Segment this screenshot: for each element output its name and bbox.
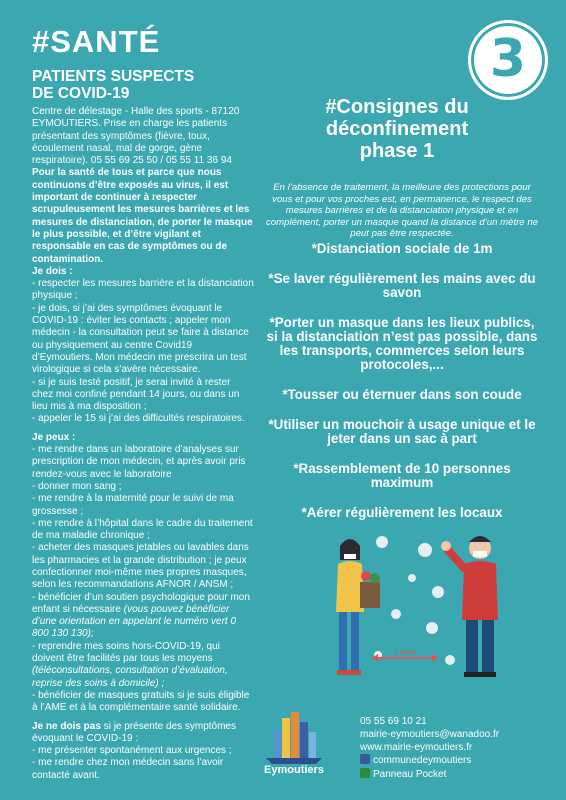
list-item-note: (vous pouvez bénéficier d’une orientation en appelant le numéro vert 0 800 130 130); [32,603,237,640]
social-distancing-illustration [320,520,520,690]
je-peux-list [32,444,254,715]
je-dois-label: Je dois : [32,265,73,277]
contact-email[interactable]: mairie-eymoutiers@wanadoo.fr [360,728,500,740]
consignes-title-line3: phase 1 [359,140,435,162]
je-dois-list [32,278,254,426]
list-item-text: - bénéficier d’un soutien psychologique pour mon enfant si nécessaire [32,591,250,615]
facebook-handle: communedeymoutiers [373,755,472,767]
ne-dois-pas-intro [32,721,254,746]
section-heading-line2: DE COVID-19 [32,85,130,102]
facebook-icon [360,754,370,764]
list-item: - me rendre chez mon médecin sans l’avoir contacté avant. [32,757,224,781]
app-name: Panneau Pocket [373,769,447,781]
contact-phone: 05 55 69 10 21 [360,716,427,727]
phase-number-badge [468,20,548,100]
city-logo-icon [258,712,330,764]
list-item: - si je suis testé positif, je serai invité à rester chez moi confiné pendant 14 jours, ou dans un lieu mis à ma disposition ; [32,376,240,413]
section-heading [32,68,254,102]
left-column [32,68,254,782]
phase-number: 3 [489,29,527,89]
consignes-title-line1: #Consignes du [325,96,469,118]
eymoutiers-logo [258,712,330,788]
list-item: - appeler le 15 si j’ai des difficultés respiratoires. [32,413,245,425]
contact-facebook[interactable] [360,754,499,768]
list-item: - je dois, si j’ai des symptômes évoquant le COVID-19 : éviter les contacts ; appeler mon médecin - la consultation peut se faire à distance ou physiquement au centre Covid19 d’Eymoutiers. Mon médecin me prescrira un test virologique si cela s’avère nécessaire. [32,302,249,376]
section-heading-line1: PATIENTS SUSPECTS [32,68,195,85]
list-item [32,592,254,641]
consigne-item: *Porter un masque dans les lieux publics, si la distanciation n’est pas possible, dans les transports, commerces selon leurs protocoles,... [266,315,538,372]
page-title: #SANTÉ [32,24,161,59]
list-item-text: - reprendre mes soins hors-COVID-19, qui doivent être facilités par tous les moyens [32,640,220,665]
consigne-item: *Aérer régulièrement les locaux [301,505,503,520]
je-peux-label: Je peux : [32,431,76,443]
consigne-item: *Rassemblement de 10 personnes maximum [293,461,511,490]
consigne-item: *Se laver régulièrement les mains avec du savon [268,271,536,300]
list-item-note: (téléconsultations, consultation d’évaluation, reprise des soins à domicile) ; [32,665,228,689]
ne-dois-pas-text: si je présente des symptômes évoquant le COVID-19 : [32,720,236,744]
ne-dois-pas-label: Je ne dois pas [32,720,101,732]
virus-icon [374,536,455,665]
list-item: - me rendre dans un laboratoire d’analyses sur prescription de mon médecin, et après avoir pris rendez-vous avec le laboratoire [32,444,246,480]
list-item: - acheter des masques jetables ou lavables dans les pharmacies et la grande distribution ; je peux confectionner moi-même mes propres masques, selon les recommandations AFNOR / ANSM ; [32,542,249,591]
contact-block [360,716,499,782]
covid-centre-address: Centre de délestage - Halle des sports - 87120 EYMOUTIERS. Prise en charge les patients présentant des symptômes (fièvre, toux, écoulement nasal, mal de gorge, gène respiratoire). 05 55 69 25 50 / 05 55 11 36 94 [32,106,240,167]
list-item: - bénéficier de masques gratuits si je suis éligible à l’AME et à la complémentaire santé solidaire. [32,689,250,714]
consignes-list [266,242,538,536]
list-item [32,641,254,690]
woman-figure-icon [336,539,380,675]
contact-app [360,768,499,782]
consignes-title [298,96,496,162]
list-item: - me présenter spontanément aux urgences ; [32,745,232,757]
consignes-intro: En l’absence de traitement, la meilleure des protections pour vous et pour vos proches est, en permanence, le respect des mesures barrières et de la distanciation physique et en complément, porter un masque quand la distance d’un mètre ne peut pas être respectée. [266,182,538,239]
intro-paragraph: Pour la santé de tous et parce que nous continuons d’être exposés au virus, il est important de continuer à respecter scrupuleusement les mesures barrières et les mesures de distanciation, de porter le masque le plus possible, et d’être vigilant et responsable en cas de symptômes ou de contamination. [32,167,253,265]
contact-website[interactable]: www.mairie-eymoutiers.fr [360,741,473,753]
panneau-pocket-icon [360,768,370,778]
consigne-item: *Tousser ou éternuer dans son coude [282,387,522,402]
consigne-item: *Utiliser un mouchoir à usage unique et le jeter dans un sac à part [268,417,536,446]
consignes-title-line2: déconfinement [325,118,469,140]
distance-label: 1 mètre [394,650,416,656]
list-item: - donner mon sang ; [32,480,122,492]
list-item: - me rendre à la maternité pour le suivi de ma grossesse ; [32,493,234,517]
logo-wordmark: Eymoutiers [264,764,324,776]
consigne-item: *Distanciation sociale de 1m [311,241,493,256]
list-item: - me rendre à l’hôpital dans le cadre du traitement de ma maladie chronique ; [32,517,253,542]
list-item: - respecter les mesures barrière et la distanciation physique ; [32,278,254,302]
